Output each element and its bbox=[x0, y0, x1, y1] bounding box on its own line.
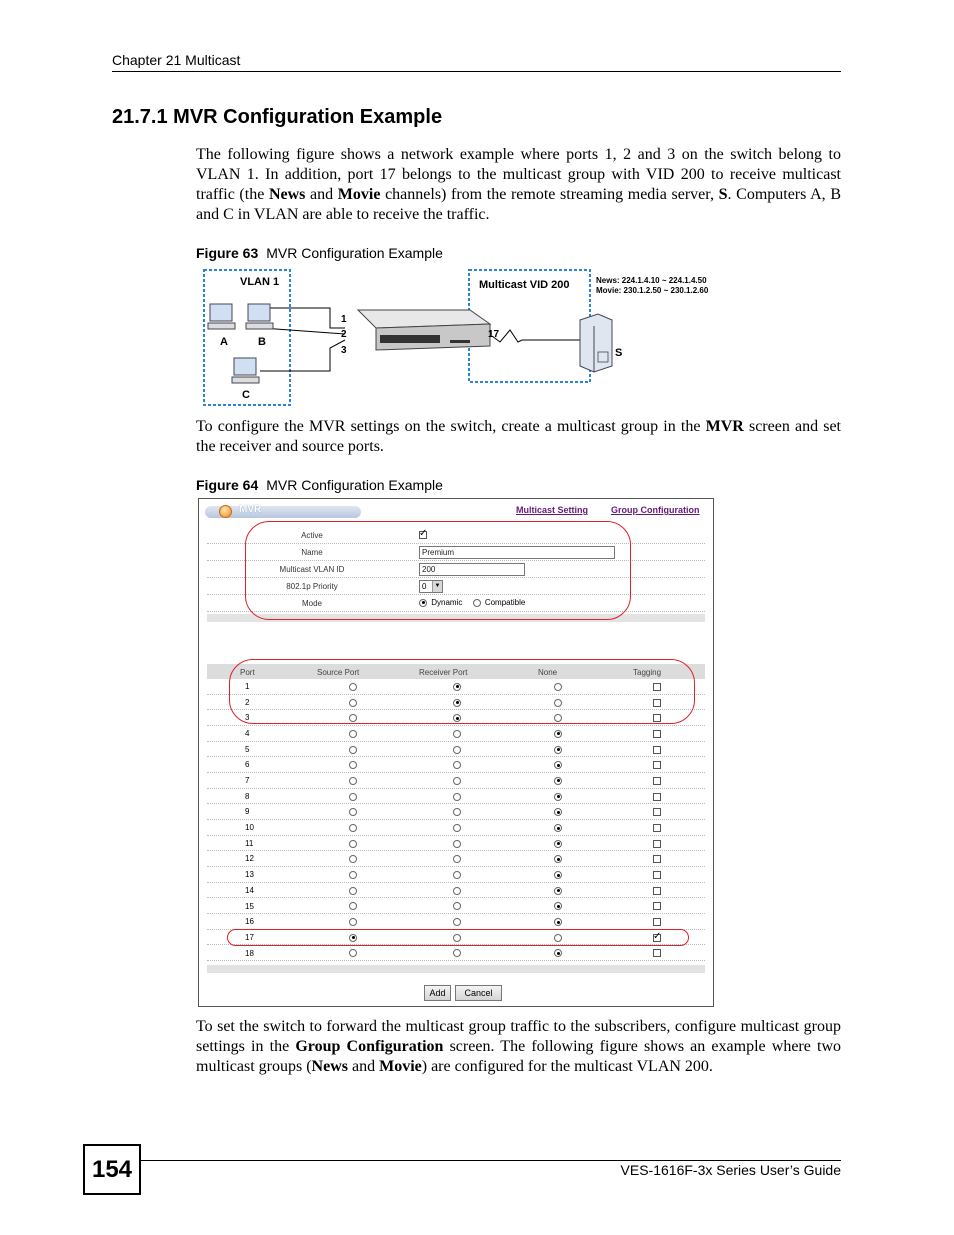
vlan1-boundary bbox=[204, 270, 290, 405]
source-port-radio[interactable] bbox=[349, 871, 357, 879]
none-port-radio[interactable] bbox=[554, 730, 562, 738]
page-number: 154 bbox=[83, 1144, 141, 1195]
source-port-radio[interactable] bbox=[349, 824, 357, 832]
section-title: 21.7.1 MVR Configuration Example bbox=[112, 106, 443, 128]
none-port-radio[interactable] bbox=[554, 777, 562, 785]
port-number: 15 bbox=[245, 901, 254, 911]
table-separator bbox=[207, 965, 705, 973]
receiver-port-radio[interactable] bbox=[453, 918, 461, 926]
svg-text:News: 224.1.4.10 ~ 224.1.4.50: News: 224.1.4.10 ~ 224.1.4.50 bbox=[596, 276, 707, 285]
port-row bbox=[207, 851, 705, 867]
source-port-radio[interactable] bbox=[349, 777, 357, 785]
source-port-radio[interactable] bbox=[349, 918, 357, 926]
intro-paragraph: The following figure shows a network example where ports 1, 2 and 3 on the switch belong to VLAN 1. In addition, port 17 belongs to the multicast group with VID 200 to receive multicast traffic (the News and Movie channels) from the remote streaming media server, S. Computers A, B and C in VLAN are able to receive the traffic. bbox=[196, 146, 841, 223]
svg-text:Movie: 230.1.2.50 ~ 230.1.2.60: Movie: 230.1.2.50 ~ 230.1.2.60 bbox=[596, 286, 709, 295]
source-port-radio[interactable] bbox=[349, 949, 357, 957]
chapter-header: Chapter 21 Multicast bbox=[112, 52, 241, 68]
source-port-radio[interactable] bbox=[349, 730, 357, 738]
mode-compatible-radio[interactable] bbox=[473, 599, 481, 607]
form-row-priority: 802.1p Priority 0 ▼ bbox=[207, 578, 705, 595]
svg-text:VLAN 1: VLAN 1 bbox=[240, 276, 280, 288]
receiver-port-radio[interactable] bbox=[453, 714, 461, 722]
none-port-radio[interactable] bbox=[554, 683, 562, 691]
port-row bbox=[207, 773, 705, 789]
tagging-checkbox[interactable] bbox=[653, 683, 661, 691]
name-input[interactable]: Premium bbox=[419, 546, 615, 559]
tagging-checkbox[interactable] bbox=[653, 808, 661, 816]
port-number: 9 bbox=[245, 807, 250, 817]
footer-rule bbox=[140, 1160, 841, 1161]
source-port-radio[interactable] bbox=[349, 902, 357, 910]
none-port-radio[interactable] bbox=[554, 887, 562, 895]
port-row bbox=[207, 867, 705, 883]
port-number: 3 bbox=[245, 713, 250, 723]
figure-64-screenshot bbox=[198, 498, 714, 1007]
receiver-port-radio[interactable] bbox=[453, 887, 461, 895]
receiver-port-radio[interactable] bbox=[453, 746, 461, 754]
tagging-checkbox[interactable] bbox=[653, 824, 661, 832]
receiver-port-radio[interactable] bbox=[453, 824, 461, 832]
cancel-button[interactable]: Cancel bbox=[455, 985, 502, 1001]
receiver-port-radio[interactable] bbox=[453, 840, 461, 848]
form-separator bbox=[207, 614, 705, 622]
computer-a-icon bbox=[208, 304, 235, 329]
port-number: 13 bbox=[245, 870, 254, 880]
port-row bbox=[207, 695, 705, 711]
svg-text:C: C bbox=[242, 389, 250, 401]
source-port-radio[interactable] bbox=[349, 761, 357, 769]
tagging-checkbox[interactable] bbox=[653, 777, 661, 785]
port-number: 2 bbox=[245, 697, 250, 707]
receiver-port-radio[interactable] bbox=[453, 871, 461, 879]
source-port-radio[interactable] bbox=[349, 683, 357, 691]
none-port-radio[interactable] bbox=[554, 808, 562, 816]
none-port-radio[interactable] bbox=[554, 934, 562, 942]
form-row-name: Name Premium bbox=[207, 544, 705, 561]
port-number: 17 bbox=[245, 932, 254, 942]
port-table-header: Port Source Port Receiver Port None Tagging bbox=[207, 664, 705, 679]
figure-63-caption: Figure 63 MVR Configuration Example bbox=[196, 245, 443, 261]
receiver-port-radio[interactable] bbox=[453, 730, 461, 738]
none-port-radio[interactable] bbox=[554, 855, 562, 863]
svg-text:Multicast VID 200: Multicast VID 200 bbox=[479, 279, 570, 291]
none-port-radio[interactable] bbox=[554, 714, 562, 722]
none-port-radio[interactable] bbox=[554, 871, 562, 879]
tagging-checkbox[interactable] bbox=[653, 934, 661, 942]
tagging-checkbox[interactable] bbox=[653, 793, 661, 801]
port-number: 8 bbox=[245, 791, 250, 801]
computer-b-icon bbox=[246, 304, 273, 329]
port-number: 6 bbox=[245, 760, 250, 770]
form-row-vlan: Multicast VLAN ID 200 bbox=[207, 561, 705, 578]
receiver-port-radio[interactable] bbox=[453, 934, 461, 942]
port-row bbox=[207, 883, 705, 899]
none-port-radio[interactable] bbox=[554, 902, 562, 910]
none-port-radio[interactable] bbox=[554, 746, 562, 754]
source-port-radio[interactable] bbox=[349, 855, 357, 863]
port-number: 4 bbox=[245, 729, 250, 739]
port-row bbox=[207, 914, 705, 930]
receiver-port-radio[interactable] bbox=[453, 699, 461, 707]
vlan-id-input[interactable]: 200 bbox=[419, 563, 525, 576]
port-number: 10 bbox=[245, 823, 254, 833]
header-rule bbox=[112, 71, 841, 72]
port-row bbox=[207, 836, 705, 852]
port-number: 16 bbox=[245, 917, 254, 927]
none-port-radio[interactable] bbox=[554, 949, 562, 957]
source-port-radio[interactable] bbox=[349, 934, 357, 942]
port-row bbox=[207, 742, 705, 758]
source-port-radio[interactable] bbox=[349, 887, 357, 895]
port-row bbox=[207, 899, 705, 915]
guide-title: VES-1616F-3x Series User’s Guide bbox=[620, 1162, 841, 1178]
svg-text:1: 1 bbox=[341, 314, 347, 325]
none-port-radio[interactable] bbox=[554, 824, 562, 832]
tagging-checkbox[interactable] bbox=[653, 871, 661, 879]
source-port-radio[interactable] bbox=[349, 840, 357, 848]
none-port-radio[interactable] bbox=[554, 699, 562, 707]
none-port-radio[interactable] bbox=[554, 918, 562, 926]
port-number: 11 bbox=[245, 838, 254, 848]
figure-63-diagram bbox=[200, 268, 740, 410]
mvr-screen-title: MVR bbox=[239, 504, 262, 515]
group-config-paragraph: To set the switch to forward the multicast group traffic to the subscribers, configure multicast group settings in the Group Configuration screen. The following figure shows an example where two multicast groups (News and Movie) are configured for the multicast VLAN 200. bbox=[196, 1018, 842, 1075]
active-checkbox[interactable] bbox=[419, 531, 427, 539]
port-number: 12 bbox=[245, 854, 254, 864]
source-port-radio[interactable] bbox=[349, 699, 357, 707]
tagging-checkbox[interactable] bbox=[653, 714, 661, 722]
mvr-orange-icon bbox=[219, 505, 232, 518]
tagging-checkbox[interactable] bbox=[653, 949, 661, 957]
receiver-port-radio[interactable] bbox=[453, 683, 461, 691]
figure-64-caption: Figure 64 MVR Configuration Example bbox=[196, 477, 443, 493]
svg-text:17: 17 bbox=[488, 329, 500, 340]
port-number: 14 bbox=[245, 885, 254, 895]
computer-c-icon bbox=[232, 358, 259, 383]
receiver-port-radio[interactable] bbox=[453, 761, 461, 769]
port-row bbox=[207, 946, 705, 962]
receiver-port-radio[interactable] bbox=[453, 902, 461, 910]
form-row-active: Active ✓ bbox=[207, 527, 705, 544]
port-row bbox=[207, 757, 705, 773]
svg-text:2: 2 bbox=[341, 329, 347, 340]
tagging-checkbox[interactable] bbox=[653, 902, 661, 910]
port-row bbox=[207, 726, 705, 742]
port-row bbox=[207, 789, 705, 805]
none-port-radio[interactable] bbox=[554, 840, 562, 848]
chevron-down-icon: ▼ bbox=[432, 581, 442, 592]
source-port-radio[interactable] bbox=[349, 714, 357, 722]
server-icon bbox=[580, 314, 612, 372]
receiver-port-radio[interactable] bbox=[453, 793, 461, 801]
add-button[interactable]: Add bbox=[424, 985, 451, 1001]
tagging-checkbox[interactable] bbox=[653, 730, 661, 738]
source-port-radio[interactable] bbox=[349, 793, 357, 801]
port-number: 1 bbox=[245, 682, 250, 691]
configure-paragraph: To configure the MVR settings on the switch, create a multicast group in the MVR screen and set the receiver and source ports. bbox=[196, 418, 842, 455]
receiver-port-radio[interactable] bbox=[453, 777, 461, 785]
port-number: 5 bbox=[245, 744, 250, 754]
port-row bbox=[207, 710, 705, 726]
port-row bbox=[207, 820, 705, 836]
tagging-checkbox[interactable] bbox=[653, 918, 661, 926]
source-port-radio[interactable] bbox=[349, 808, 357, 816]
multicast-setting-link[interactable]: Multicast Setting bbox=[516, 505, 589, 515]
svg-text:S: S bbox=[615, 347, 623, 359]
none-port-radio[interactable] bbox=[554, 793, 562, 801]
tagging-checkbox[interactable] bbox=[653, 840, 661, 848]
port-number: 18 bbox=[245, 948, 254, 958]
tagging-checkbox[interactable] bbox=[653, 761, 661, 769]
port-row bbox=[207, 804, 705, 820]
receiver-port-radio[interactable] bbox=[453, 855, 461, 863]
mode-dynamic-radio[interactable] bbox=[419, 599, 427, 607]
svg-text:B: B bbox=[258, 336, 266, 348]
tagging-checkbox[interactable] bbox=[653, 887, 661, 895]
receiver-port-radio[interactable] bbox=[453, 808, 461, 816]
tagging-checkbox[interactable] bbox=[653, 699, 661, 707]
form-row-mode: Mode Dynamic Compatible bbox=[207, 595, 705, 612]
svg-text:3: 3 bbox=[341, 345, 347, 356]
tagging-checkbox[interactable] bbox=[653, 746, 661, 754]
receiver-port-radio[interactable] bbox=[453, 949, 461, 957]
port-row bbox=[207, 930, 705, 946]
group-configuration-link[interactable]: Group Configuration bbox=[611, 505, 700, 515]
port-number: 7 bbox=[245, 776, 250, 786]
tagging-checkbox[interactable] bbox=[653, 855, 661, 863]
none-port-radio[interactable] bbox=[554, 761, 562, 769]
priority-select[interactable]: 0 ▼ bbox=[419, 580, 443, 593]
source-port-radio[interactable] bbox=[349, 746, 357, 754]
port-row bbox=[207, 679, 705, 695]
svg-text:A: A bbox=[220, 336, 228, 348]
